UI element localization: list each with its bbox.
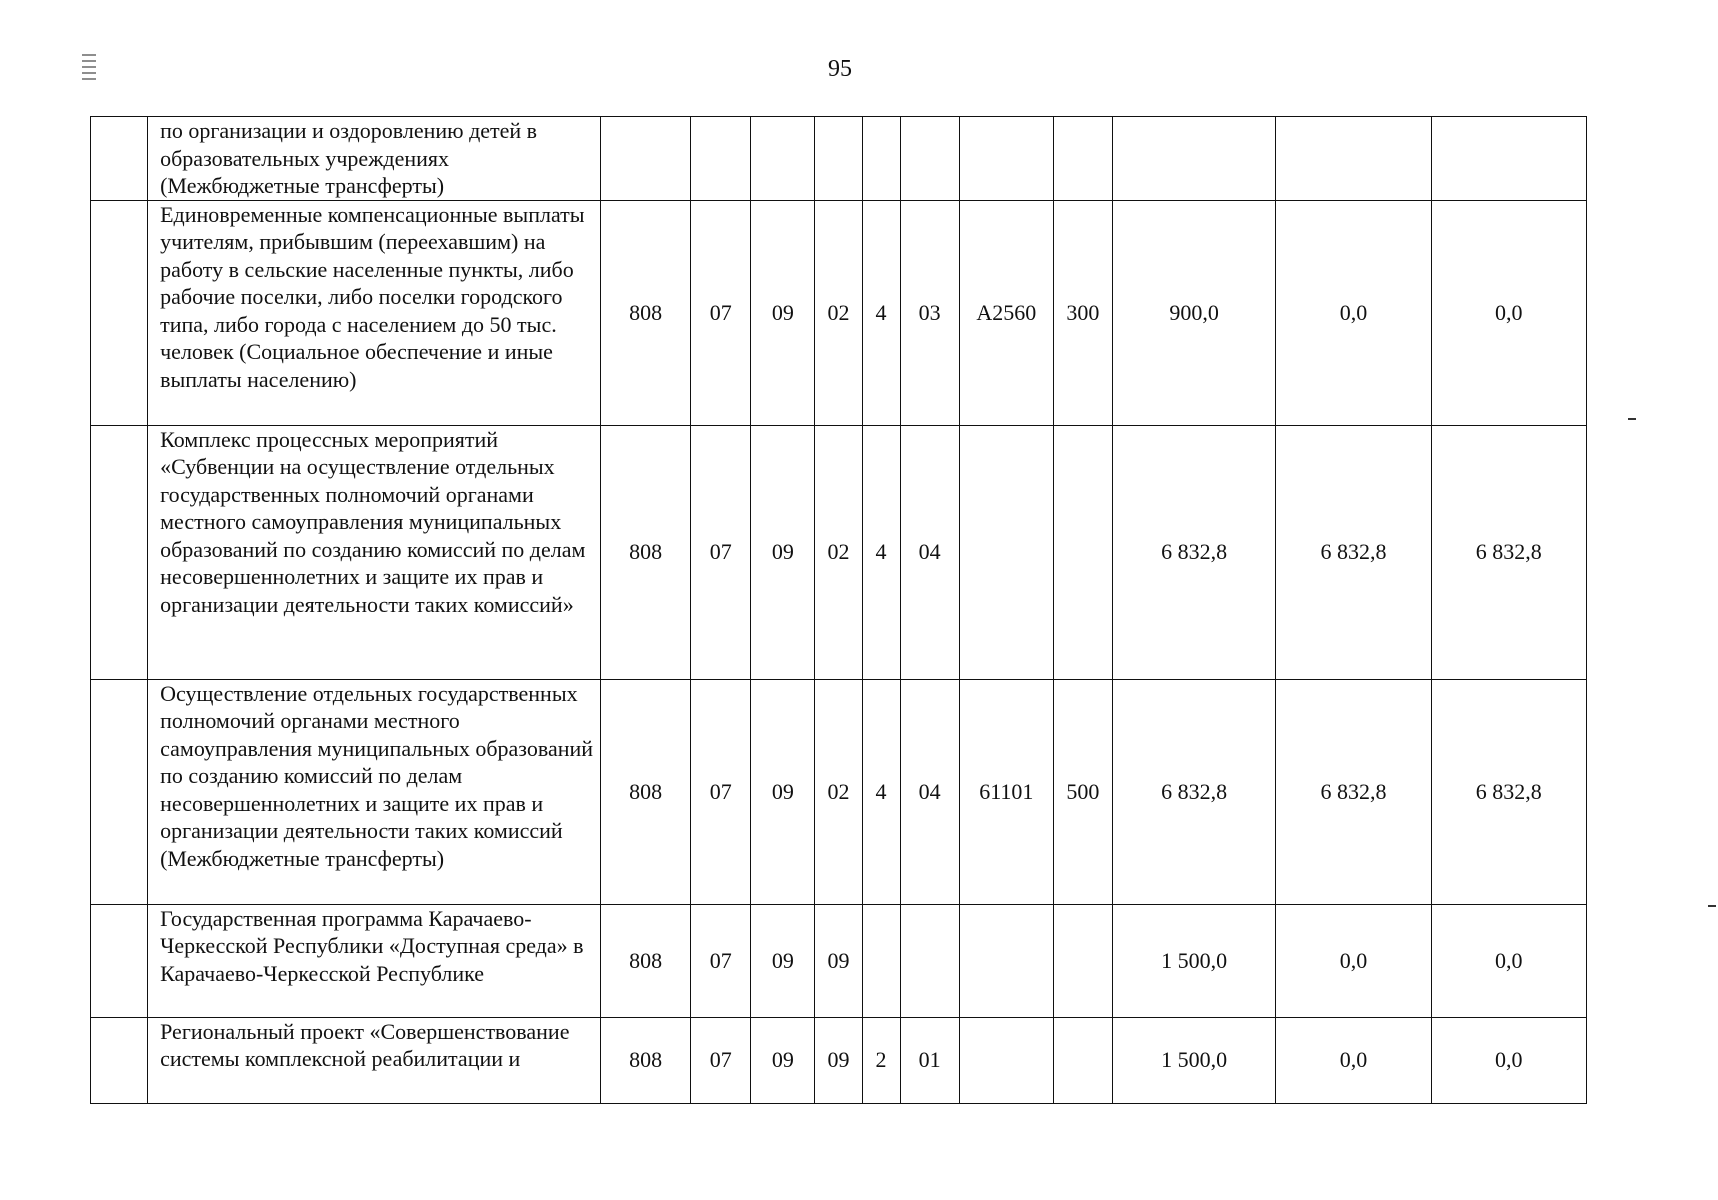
direction-code-cell: 61101 bbox=[959, 679, 1053, 904]
budget-table bbox=[90, 116, 1587, 1104]
subsection-code-cell: 09 bbox=[751, 904, 815, 1017]
expense-type-code-cell bbox=[1053, 904, 1112, 1017]
ministry-code-cell: 808 bbox=[601, 1017, 691, 1103]
subsection-code-cell: 09 bbox=[751, 425, 815, 679]
row-index-cell bbox=[91, 425, 148, 679]
amount-year-3-cell: 0,0 bbox=[1431, 200, 1586, 425]
amount-year-2-cell: 0,0 bbox=[1276, 200, 1431, 425]
direction-code-cell bbox=[959, 904, 1053, 1017]
subsection-code-cell: 09 bbox=[751, 679, 815, 904]
section-code-cell: 07 bbox=[691, 200, 751, 425]
row-description: по организации и оздоровлению детей в образовательных учреждениях (Межбюджетные трансферты) bbox=[148, 117, 601, 201]
subprogram-code-cell bbox=[862, 904, 900, 1017]
ministry-code-cell: 808 bbox=[601, 679, 691, 904]
row-description: Государственная программа Карачаево-Черкесской Республики «Доступная среда» в Карачаево-Черкесской Республике bbox=[148, 904, 601, 1017]
page-number: 95 bbox=[828, 56, 852, 82]
expense-type-code-cell: 500 bbox=[1053, 679, 1112, 904]
subprogram-code-cell bbox=[862, 117, 900, 201]
row-index-cell bbox=[91, 200, 148, 425]
amount-year-1-cell: 1 500,0 bbox=[1112, 1017, 1275, 1103]
program-code-cell: 02 bbox=[815, 679, 862, 904]
subprogram-code-cell: 2 bbox=[862, 1017, 900, 1103]
subsection-code-cell: 09 bbox=[751, 1017, 815, 1103]
amount-year-1-cell: 900,0 bbox=[1112, 200, 1275, 425]
subsection-code-cell: 09 bbox=[751, 200, 815, 425]
row-description: Единовременные компенсационные выплаты учителям, прибывшим (переехавшим) на работу в сельские населенные пункты, либо рабочие поселки, либо поселки городского типа, либо города с населением до 50 тыс. человек (Социальное обеспечение и иные выплаты населению) bbox=[148, 200, 601, 425]
expense-type-code-cell: 300 bbox=[1053, 200, 1112, 425]
amount-year-2-cell: 0,0 bbox=[1276, 904, 1431, 1017]
event-code-cell bbox=[900, 904, 959, 1017]
direction-code-cell bbox=[959, 1017, 1053, 1103]
section-code-cell: 07 bbox=[691, 425, 751, 679]
amount-year-2-cell bbox=[1276, 117, 1431, 201]
event-code-cell: 04 bbox=[900, 425, 959, 679]
expense-type-code-cell bbox=[1053, 117, 1112, 201]
program-code-cell bbox=[815, 117, 862, 201]
section-code-cell: 07 bbox=[691, 904, 751, 1017]
amount-year-3-cell bbox=[1431, 117, 1586, 201]
table-row bbox=[91, 117, 1587, 201]
section-code-cell: 07 bbox=[691, 1017, 751, 1103]
program-code-cell: 09 bbox=[815, 904, 862, 1017]
row-description: Осуществление отдельных государственных полномочий органами местного самоуправления муниципальных образований по созданию комиссий по делам несовершеннолетних и защите их прав и организации деятельности таких комиссий (Межбюджетные трансферты) bbox=[148, 679, 601, 904]
table-row bbox=[91, 1017, 1587, 1103]
row-index-cell bbox=[91, 1017, 148, 1103]
amount-year-2-cell: 0,0 bbox=[1276, 1017, 1431, 1103]
ministry-code-cell: 808 bbox=[601, 425, 691, 679]
table-row bbox=[91, 425, 1587, 679]
scan-artifact bbox=[1708, 905, 1716, 907]
direction-code-cell bbox=[959, 425, 1053, 679]
amount-year-2-cell: 6 832,8 bbox=[1276, 679, 1431, 904]
ministry-code-cell: 808 bbox=[601, 200, 691, 425]
program-code-cell: 09 bbox=[815, 1017, 862, 1103]
event-code-cell: 01 bbox=[900, 1017, 959, 1103]
amount-year-3-cell: 0,0 bbox=[1431, 1017, 1586, 1103]
event-code-cell: 03 bbox=[900, 200, 959, 425]
ministry-code-cell bbox=[601, 117, 691, 201]
row-index-cell bbox=[91, 117, 148, 201]
amount-year-3-cell: 0,0 bbox=[1431, 904, 1586, 1017]
ministry-code-cell: 808 bbox=[601, 904, 691, 1017]
direction-code-cell: А2560 bbox=[959, 200, 1053, 425]
amount-year-1-cell: 6 832,8 bbox=[1112, 679, 1275, 904]
expense-type-code-cell bbox=[1053, 1017, 1112, 1103]
amount-year-1-cell bbox=[1112, 117, 1275, 201]
program-code-cell: 02 bbox=[815, 425, 862, 679]
amount-year-1-cell: 6 832,8 bbox=[1112, 425, 1275, 679]
amount-year-2-cell: 6 832,8 bbox=[1276, 425, 1431, 679]
amount-year-3-cell: 6 832,8 bbox=[1431, 425, 1586, 679]
section-code-cell: 07 bbox=[691, 679, 751, 904]
scan-artifact bbox=[1628, 418, 1636, 420]
event-code-cell: 04 bbox=[900, 679, 959, 904]
subprogram-code-cell: 4 bbox=[862, 200, 900, 425]
table-row bbox=[91, 679, 1587, 904]
row-description: Региональный проект «Совершенствование системы комплексной реабилитации и bbox=[148, 1017, 601, 1103]
subprogram-code-cell: 4 bbox=[862, 425, 900, 679]
amount-year-3-cell: 6 832,8 bbox=[1431, 679, 1586, 904]
event-code-cell bbox=[900, 117, 959, 201]
section-code-cell bbox=[691, 117, 751, 201]
row-description: Комплекс процессных мероприятий «Субвенции на осуществление отдельных государственных полномочий органами местного самоуправления муниципальных образований по созданию комиссий по делам несовершеннолетних и защите их прав и организации деятельности таких комиссий» bbox=[148, 425, 601, 679]
row-index-cell bbox=[91, 679, 148, 904]
program-code-cell: 02 bbox=[815, 200, 862, 425]
table-row bbox=[91, 904, 1587, 1017]
table-body bbox=[91, 117, 1587, 1104]
amount-year-1-cell: 1 500,0 bbox=[1112, 904, 1275, 1017]
subsection-code-cell bbox=[751, 117, 815, 201]
row-index-cell bbox=[91, 904, 148, 1017]
expense-type-code-cell bbox=[1053, 425, 1112, 679]
subprogram-code-cell: 4 bbox=[862, 679, 900, 904]
table-row bbox=[91, 200, 1587, 425]
direction-code-cell bbox=[959, 117, 1053, 201]
